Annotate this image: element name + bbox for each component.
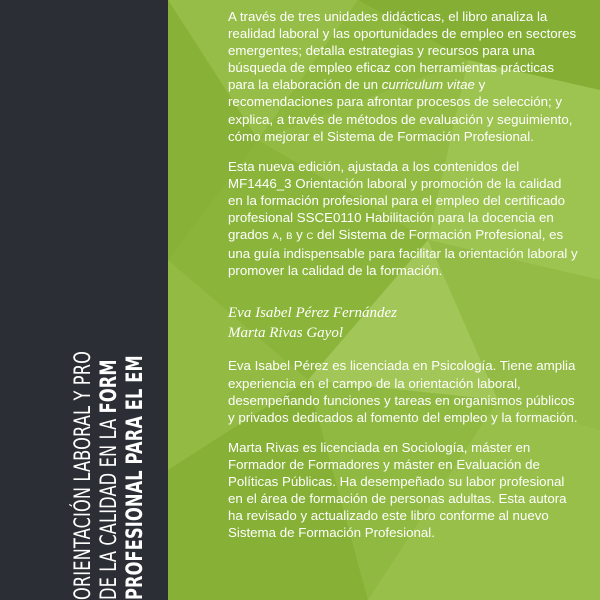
spine-title xyxy=(70,0,148,600)
author-bio: Marta Rivas es licenciada en Sociología, máster en Formador de Formadores y máster en Evaluación de Políticas Públicas. Ha desempeñado su labor profesional en el área de formación de personas adultas. Esta autora ha revisado y actualizado este libro conforme al nuevo Sistema de Formación Profesional. xyxy=(228,439,567,541)
book-spine xyxy=(0,0,168,600)
author-bio: Eva Isabel Pérez es licenciada en Psicología. Tiene amplia experiencia en el campo de la orientación laboral, desempeñando funciones y tareas en organismos públicos y privados dedicados al fomento del empleo y la formación. xyxy=(228,358,578,425)
author-names xyxy=(228,303,578,343)
back-cover-text xyxy=(228,8,578,554)
back-cover xyxy=(168,0,600,600)
author-name: Eva Isabel Pérez Fernández xyxy=(228,305,397,322)
spine-title-line-2: DE LA CALIDAD EN LA FORM xyxy=(96,359,122,600)
spine-title-line-1: ORIENTACIÓN LABORAL Y PRO xyxy=(70,350,96,600)
spine-title-line-3: PROFESIONAL PARA EL EM xyxy=(122,355,148,600)
synopsis-paragraph: A través de tres unidades didácticas, el libro analiza la realidad laboral y las oportunidades de empleo en sectores emergentes; detalla estrategias y recursos para una búsqueda de empleo eficaz con herramientas prácticas para la elaboración de un curriculum vitae y recomendaciones para afrontar procesos de selección; y explica, a través de métodos de evaluación y seguimiento, cómo mejorar el Sistema de Formación Profesional. xyxy=(228,9,577,144)
author-name: Marta Rivas Gayol xyxy=(228,325,343,342)
edition-paragraph: Esta nueva edición, ajustada a los contenidos del MF1446_3 Orientación laboral y promoción de la calidad en la formación profesional para el empleo del certificado profesional SSCE0110 Habilitación para la docencia en grados A, B y C del Sistema de Formación Profesional, es una guía indispensable para facilitar la orientación laboral y promover la calidad de la formación. xyxy=(228,158,578,279)
